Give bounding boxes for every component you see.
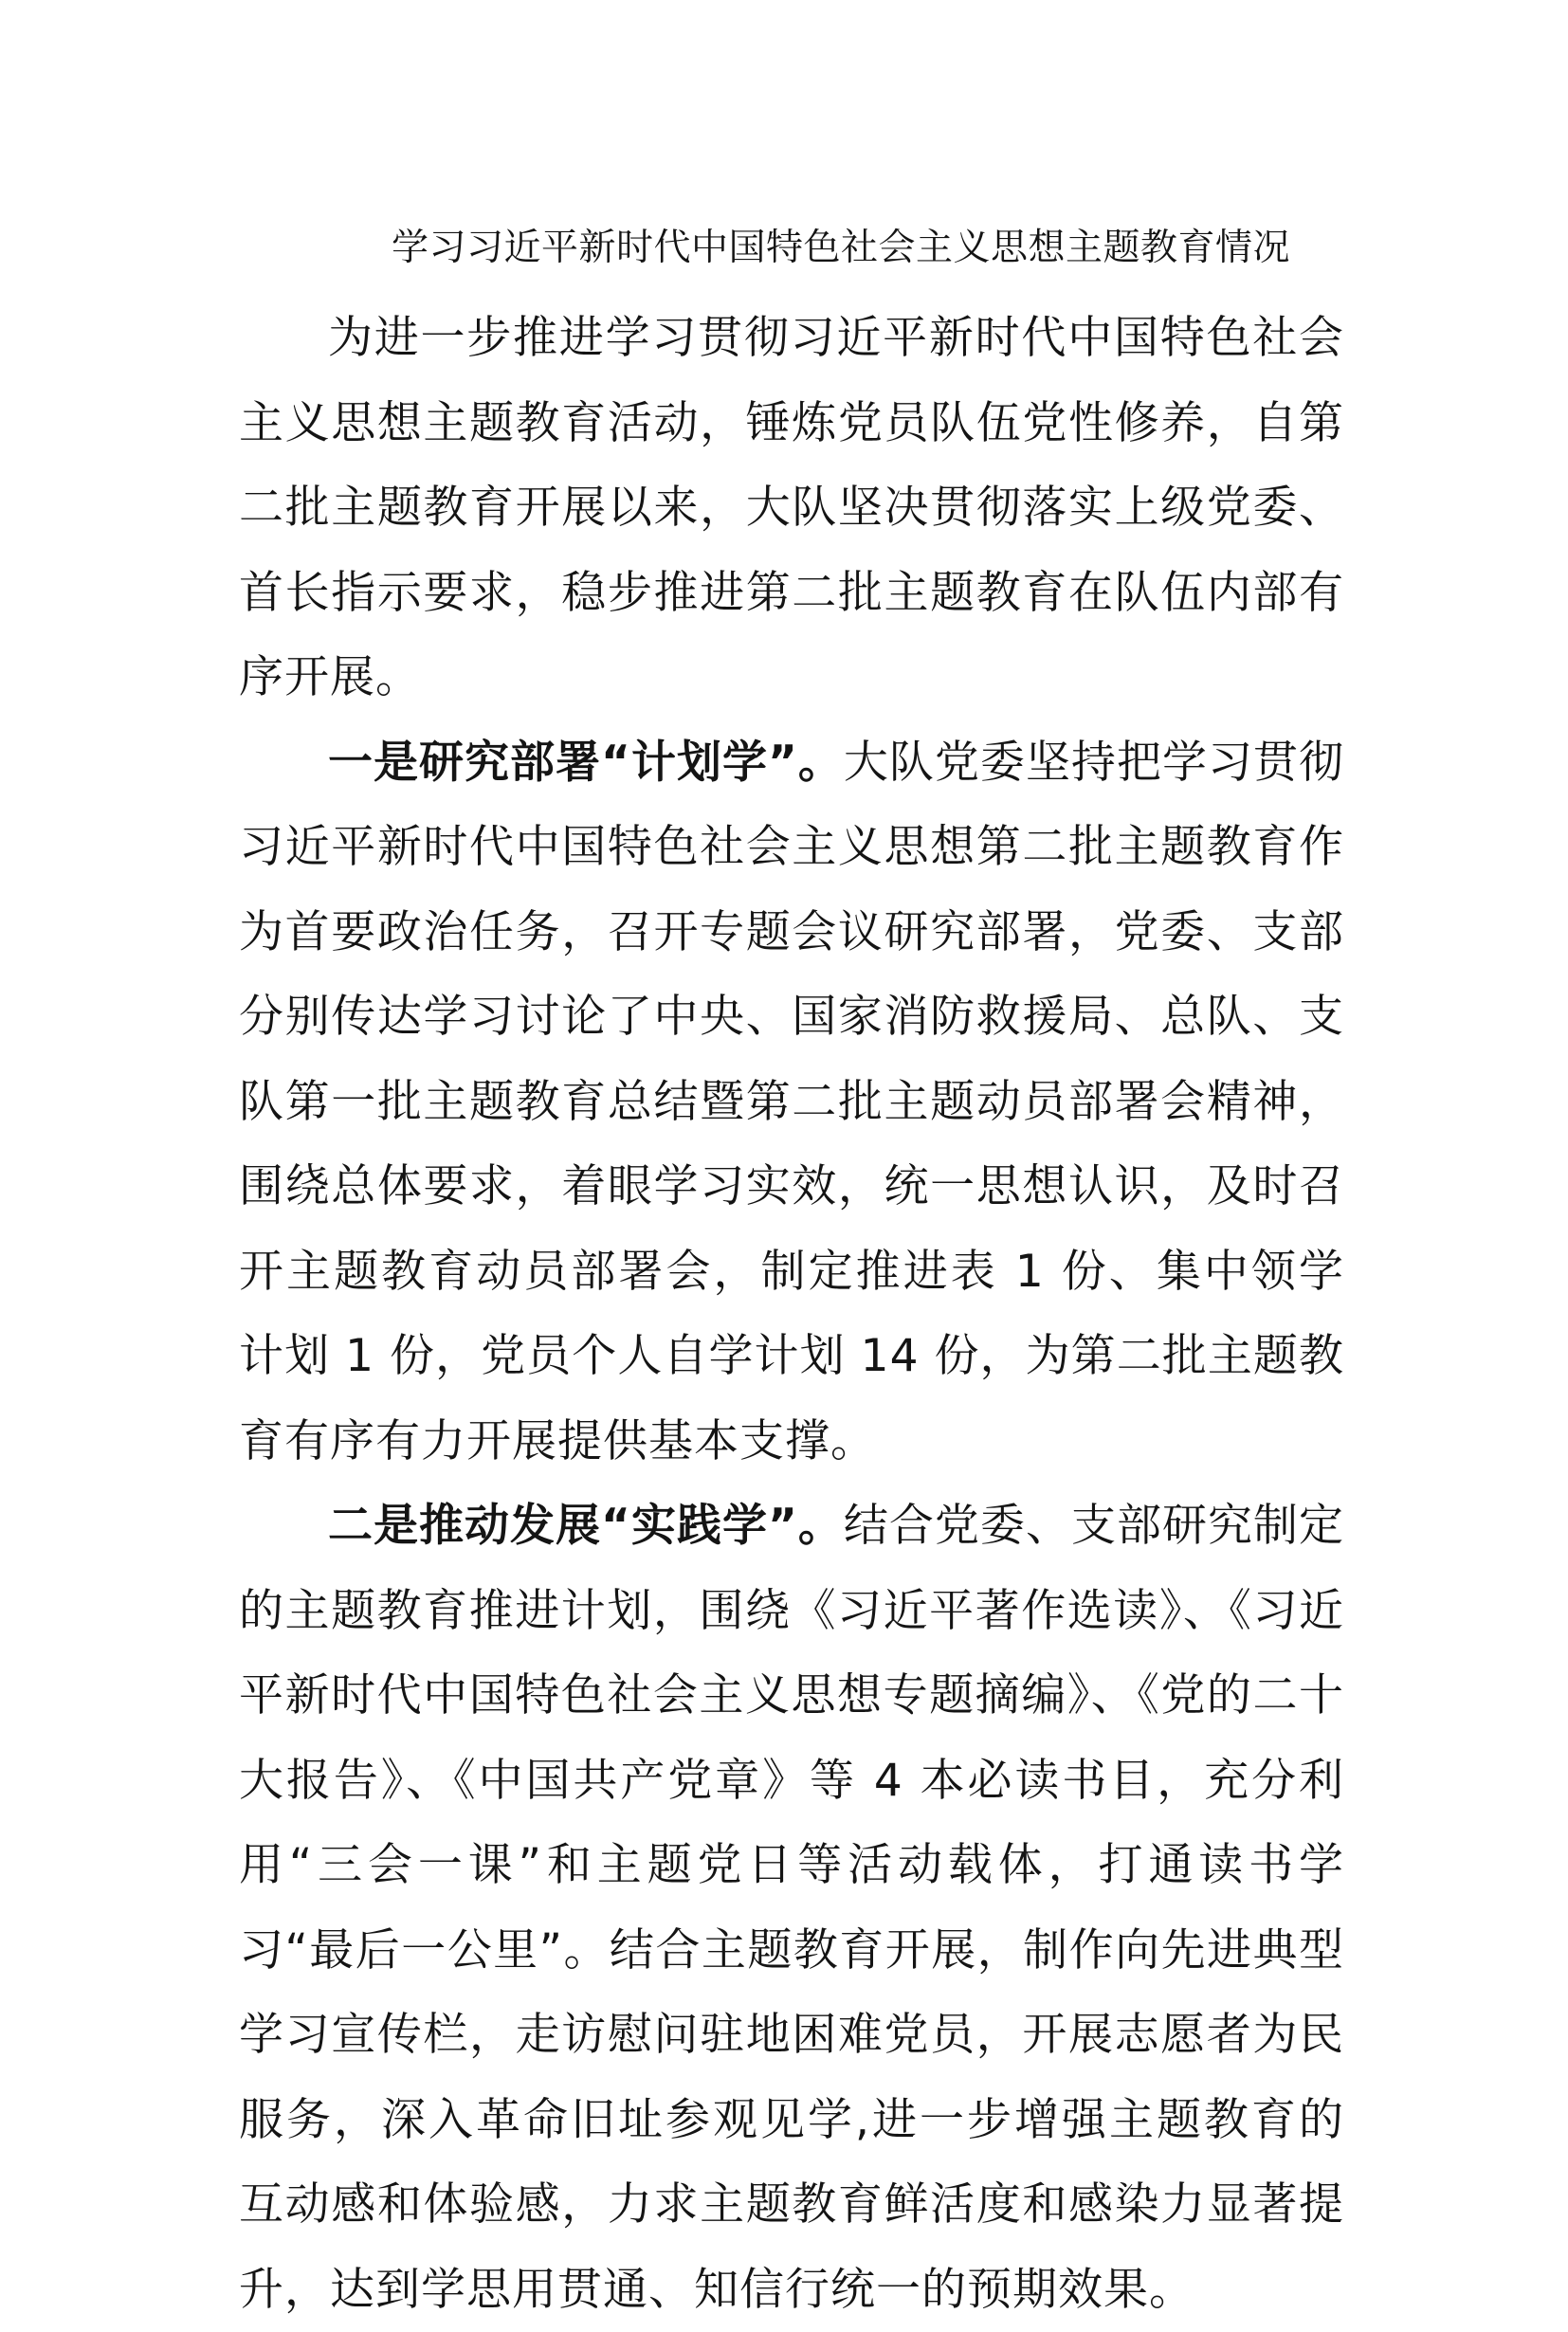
document-title: 学习习近平新时代中国特色社会主义思想主题教育情况: [391, 227, 1290, 269]
paragraph-point-one: [239, 720, 1344, 1485]
paragraph-text: 大队党委坚持把学习贯彻习近平新时代中国特色社会主义思想第二批主题教育作为首要政治任务，召开专题会议研究部署，党委、支部分别传达学习讨论了中央、国家消防救援局、总队、支队第一批主题教育总结暨第二批主题动员部署会精神，围绕总体要求，着眼学习实效，统一思想认识，及时召开主题教育动员部署会，制定推进表 1 份、集中领学计划 1 份，党员个人自学计划 14 份，为第二批主题教育有序有力开展提供基本支撑。: [239, 736, 1345, 1467]
paragraph-lead: 二是推动发展“实践学”。: [328, 1500, 844, 1552]
paragraph-intro: [239, 296, 1344, 720]
paragraph-text: 结合党委、支部研究制定的主题教育推进计划，围绕《习近平著作选读》、《习近平新时代中国特色社会主义思想专题摘编》、《党的二十大报告》、《中国共产党章》等 4 本必读书目，充分利用“三会一课”和主题党日等活动载体，打通读书学习“最后一公里”。结合主题教育开展，制作向先进典型学习宣传栏，走访慰问驻地困难党员，开展志愿者为民服务，深入革命旧址参观见学,进一步增强主题教育的互动感和体验感，力求主题教育鲜活度和感染力显著提升，达到学思用贯通、知信行统一的预期效果。: [239, 1500, 1345, 2316]
paragraph-lead: 一是研究部署“计划学”。: [328, 736, 844, 789]
document-body: [239, 296, 1344, 2332]
paragraph-point-two: [239, 1484, 1344, 2332]
paragraph-text: 为进一步推进学习贯彻习近平新时代中国特色社会主义思想主题教育活动，锤炼党员队伍党性修养，自第二批主题教育开展以来，大队坚决贯彻落实上级党委、首长指示要求，稳步推进第二批主题教育在队伍内部有序开展。: [239, 312, 1344, 703]
